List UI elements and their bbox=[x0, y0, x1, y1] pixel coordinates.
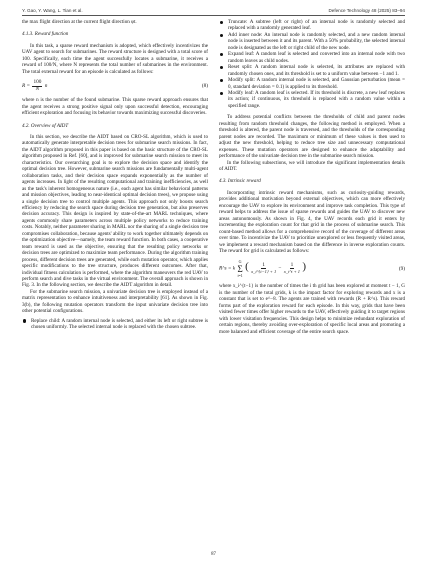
paragraph: the max flight direction at the current flight direction φt. bbox=[22, 19, 137, 25]
section-heading-4-2: 4.2. Overview of AIDT bbox=[22, 122, 69, 129]
bullet-item: Replace child: A random internal node is selected, and either its left or right subtree is chosen uniformly. The selected internal node is replaced with the chosen subtree. bbox=[22, 318, 208, 331]
left-column bbox=[22, 19, 208, 331]
equation-body: R = $\frac{100}{N}$ n bbox=[22, 79, 48, 92]
paren-close: ) bbox=[302, 261, 307, 274]
equation-9 bbox=[219, 259, 405, 278]
bullet-dot bbox=[220, 79, 223, 82]
equation-8 bbox=[22, 80, 208, 92]
equation-body: R^s = k G Σ i=1 ( $\frac{1}{x\_i\^{}\{t-1\} + 1}$ − $\frac{1}{x\_i\^{}t + 1}$ ) bbox=[219, 259, 307, 278]
section-heading-4-1-3: 4.1.3. Reward function bbox=[22, 31, 69, 38]
bullet-dot bbox=[220, 53, 223, 56]
bullet-item: Reset split: A random internal node is selected, its attributes are replaced with randomly chosen ones, and its threshold is set to a uniform value between −1 and 1. bbox=[219, 64, 405, 77]
bullet-item: Truncate: A subtree (left or right) of an internal node is randomly selected and replaced with a randomly generated leaf. bbox=[219, 19, 405, 32]
bullet-dot bbox=[220, 21, 223, 24]
bullet-item: Expand leaf: A random leaf is selected and converted into an internal node with two random leaves as child nodes. bbox=[219, 51, 405, 64]
fraction: $\frac{100}{N}$ bbox=[33, 79, 42, 92]
summation: G Σ i=1 bbox=[237, 259, 243, 278]
minus-sign: − bbox=[278, 266, 282, 273]
fraction: $\frac{1}{x\_i\^{}\{t-1\} + 1}$ bbox=[251, 261, 277, 275]
sigma-symbol: Σ bbox=[237, 263, 243, 274]
paragraph: In this task, a sparse reward mechanism is adopted, which effectively incentivizes the UAV agent to search for submarines. The reward structure is designed with a total score of 100. Specifically, each time the agent successfully locates a submarine, it receives a reward of 100/N, where N represents the total number of submarines in the environment. The total external reward for an episode is calculated as follows: bbox=[22, 42, 208, 75]
fraction: $\frac{1}{x\_i\^{}t + 1}$ bbox=[283, 261, 301, 275]
bullet-dot bbox=[220, 66, 223, 69]
right-column bbox=[219, 19, 405, 335]
paragraph: where n is the number of the found submarine. This sparse reward approach ensures that the agent receives a strong positive signal only upon successful detection, encouraging efficient exploration and focusing its behavior towards maximizing successful discoveries. bbox=[22, 97, 208, 117]
paragraph: In the following subsections, we will introduce the significant implementation details of AIDT. bbox=[219, 159, 405, 172]
running-header-authors: Y. Gao, Y. Wang, L. Tian et al. bbox=[22, 8, 83, 13]
paragraph: where x_i^{t−1} is the number of times the i th grid has been explored at moment t − 1, G is the number of the total grids, k is the impact factor for exploring rewards and x is a constant that is set to e^−8. The agents are trained with rewards (R + R^s). This reward forms part of the exploration reward for each episode. In this way, grids that have been visited fewer times offer higher rewards to the UAV, effectively guiding it to target regions with lower visitation frequencies. This design helps to minimize redundant exploration of certain regions, thereby avoiding over-exploration of specific local areas and promoting a more balanced and efficient coverage of the entire search space. bbox=[219, 283, 405, 335]
equation-number: (9) bbox=[398, 265, 405, 272]
running-header-journal: Defence Technology 48 (2025) 83–94 bbox=[328, 8, 405, 13]
page-number: 87 bbox=[211, 552, 216, 557]
paragraph: In this section, we describe the AIDT based on CRO-SL algorithm, which is used to automatically generate interpretable decision trees for submarine search missions. In fact, the AIDT algorithm proposed in this paper is based on the basic structure of the CRO-SL algorithm proposed in Ref. [60], and is improved for submarine search mission to meet its characteristics. Our overarching goal is to explore the decision space and identify the optimal decision tree. However, submarine search missions are fundamentally multi-agent collaboration tasks, and their decision space expands exponentially as the number of agents increases. In light of the resulting computational and training inefficiencies, as well as the task's inherent homogeneous nature (i.e., each agent has similar behavioral patterns and mission objectives, leading to near-identical optimal decision trees), we propose using a single decision tree to control multiple agents. This approach not only boosts search efficiency by reducing the search space during decision tree generation, but also preserves decision accuracy. This design is inspired by state-of-the-art MARL techniques, where agents commonly share parameters across multiple policy networks to reduce training costs. Notably, neither parameter sharing in MARL nor the sharing of a single decision tree compromises collaboration, because agents' ability to work together ultimately depends on the optimization objective—namely, the team reward function. In both cases, a cooperative team reward is used as the objective, ensuring that the resulting policy networks or decision trees are optimized to maximize team performance. During the algorithm training process, different decision trees are generated, while each mutation operator, which applies specific modifications to the tree structure, produces different outcomes. After that, individual fitness calculation is performed, where the algorithm maneuvers the red UAV to perform search and dive tasks in the virtual environment. The overall approach is shown in Fig. 3. In the following section, we describe the AIDT algorithm in detail. bbox=[22, 133, 208, 289]
bullet-dot bbox=[220, 34, 223, 37]
header-rule bbox=[22, 15, 405, 16]
bullet-item: Modify leaf: A random leaf is selected. If its threshold is discrete, a new leaf replaces its action; if continuous, its threshold is replaced with a random value within a specified range. bbox=[219, 90, 405, 109]
section-heading-4-3: 4.3. Intrinsic reward bbox=[219, 178, 261, 185]
paragraph: For the submarine search mission, a univariate decision tree is employed instead of a matrix representation to enhance intuitiveness and interpretability [61]. As shown in Fig. 3(b), the following mutation operators transform the input univariate decision tree into other potential configurations. bbox=[22, 288, 208, 315]
bullet-dot bbox=[23, 319, 26, 322]
bullet-item: Modify split: A random internal node is selected, and Gaussian perturbation (mean = 0, standard deviation = 0.1) is applied to its threshold. bbox=[219, 77, 405, 90]
paragraph: To address potential conflicts between the thresholds of child and parent nodes resulting from random threshold changes, the following method is employed. When a threshold is altered, the parent node is traversed, and the thresholds of the corresponding parent nodes are recorded. The maximum or minimum of these values is then used to adjust the new threshold, helping to reduce tree size and unnecessary computational expenses. These mutation operators are designed to enhance the adaptability and performance of the univariate decision tree in the submarine search mission. bbox=[219, 114, 405, 160]
bullet-dot bbox=[220, 92, 223, 95]
bullet-item: Add inner node: An internal node is randomly selected, and a new random internal node is inserted between it and its parent. With a 50% probability, the selected internal node is designated as the left or right child of the new node. bbox=[219, 32, 405, 51]
equation-number: (8) bbox=[201, 82, 208, 89]
paren-open: ( bbox=[245, 261, 249, 274]
paragraph: Incorporating intrinsic reward mechanisms, such as curiosity-guiding rewards, provides additional motivation beyond external objectives, which can more effectively encourage the UAV to explore its environment and improve task completion. This type of reward helps to address the issue of sparse rewards and guides the UAV to discover new areas autonomously. As shown in Fig. 4, the UAV records each grid it enters by incrementing the exploration count for that grid in the process of submarine search. This count-based method allows for a comprehensive record of the coverage of different areas over time. To incentivize the UAV to prioritize unexplored or less frequently visited areas, we implement a reward mechanism based on the difference in inverse exploration counts. The reward for grid is calculated as follows: bbox=[219, 189, 405, 254]
